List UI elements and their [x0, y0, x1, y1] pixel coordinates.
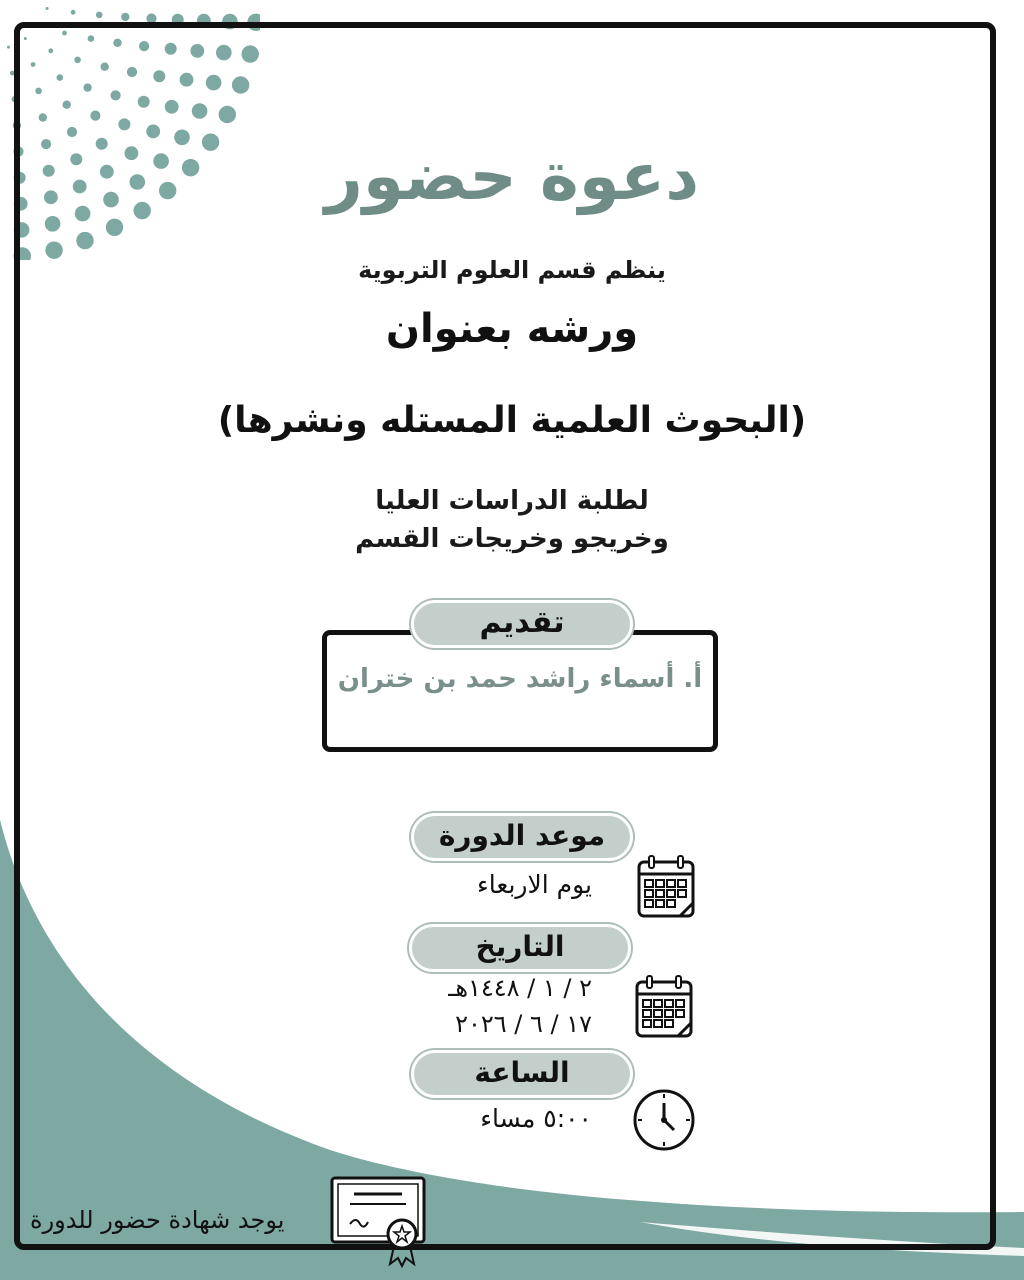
- workshop-topic: (البحوث العلمية المستله ونشرها): [217, 400, 807, 441]
- date-gregorian: ١٧ / ٦ / ٢٠٢٦: [455, 1010, 592, 1038]
- date-hijri: ٢ / ١ / ١٤٤٨هـ: [448, 974, 592, 1002]
- presenter-label: تقديم: [411, 600, 633, 648]
- certificate-icon: [330, 1176, 426, 1268]
- schedule-day: يوم الاربعاء: [477, 870, 592, 899]
- certificate-note: يوجد شهادة حضور للدورة: [30, 1206, 285, 1234]
- organizer-text: ينظم قسم العلوم التربوية: [358, 256, 666, 284]
- time-value: ٥:٠٠ مساء: [480, 1104, 592, 1133]
- date-label: التاريخ: [409, 924, 631, 972]
- workshop-label: ورشه بعنوان: [385, 306, 639, 352]
- invitation-title: دعوة حضور: [324, 138, 700, 215]
- audience-line-2: وخريجو وخريجات القسم: [355, 524, 669, 554]
- audience-line-1: لطلبة الدراسات العليا: [375, 486, 649, 516]
- calendar-icon: [634, 974, 694, 1040]
- time-label: الساعة: [411, 1050, 633, 1098]
- presenter-name: أ. أسماء راشد حمد بن ختران: [337, 664, 703, 694]
- schedule-label: موعد الدورة: [411, 813, 633, 861]
- clock-icon: [632, 1088, 696, 1152]
- calendar-icon: [636, 854, 696, 920]
